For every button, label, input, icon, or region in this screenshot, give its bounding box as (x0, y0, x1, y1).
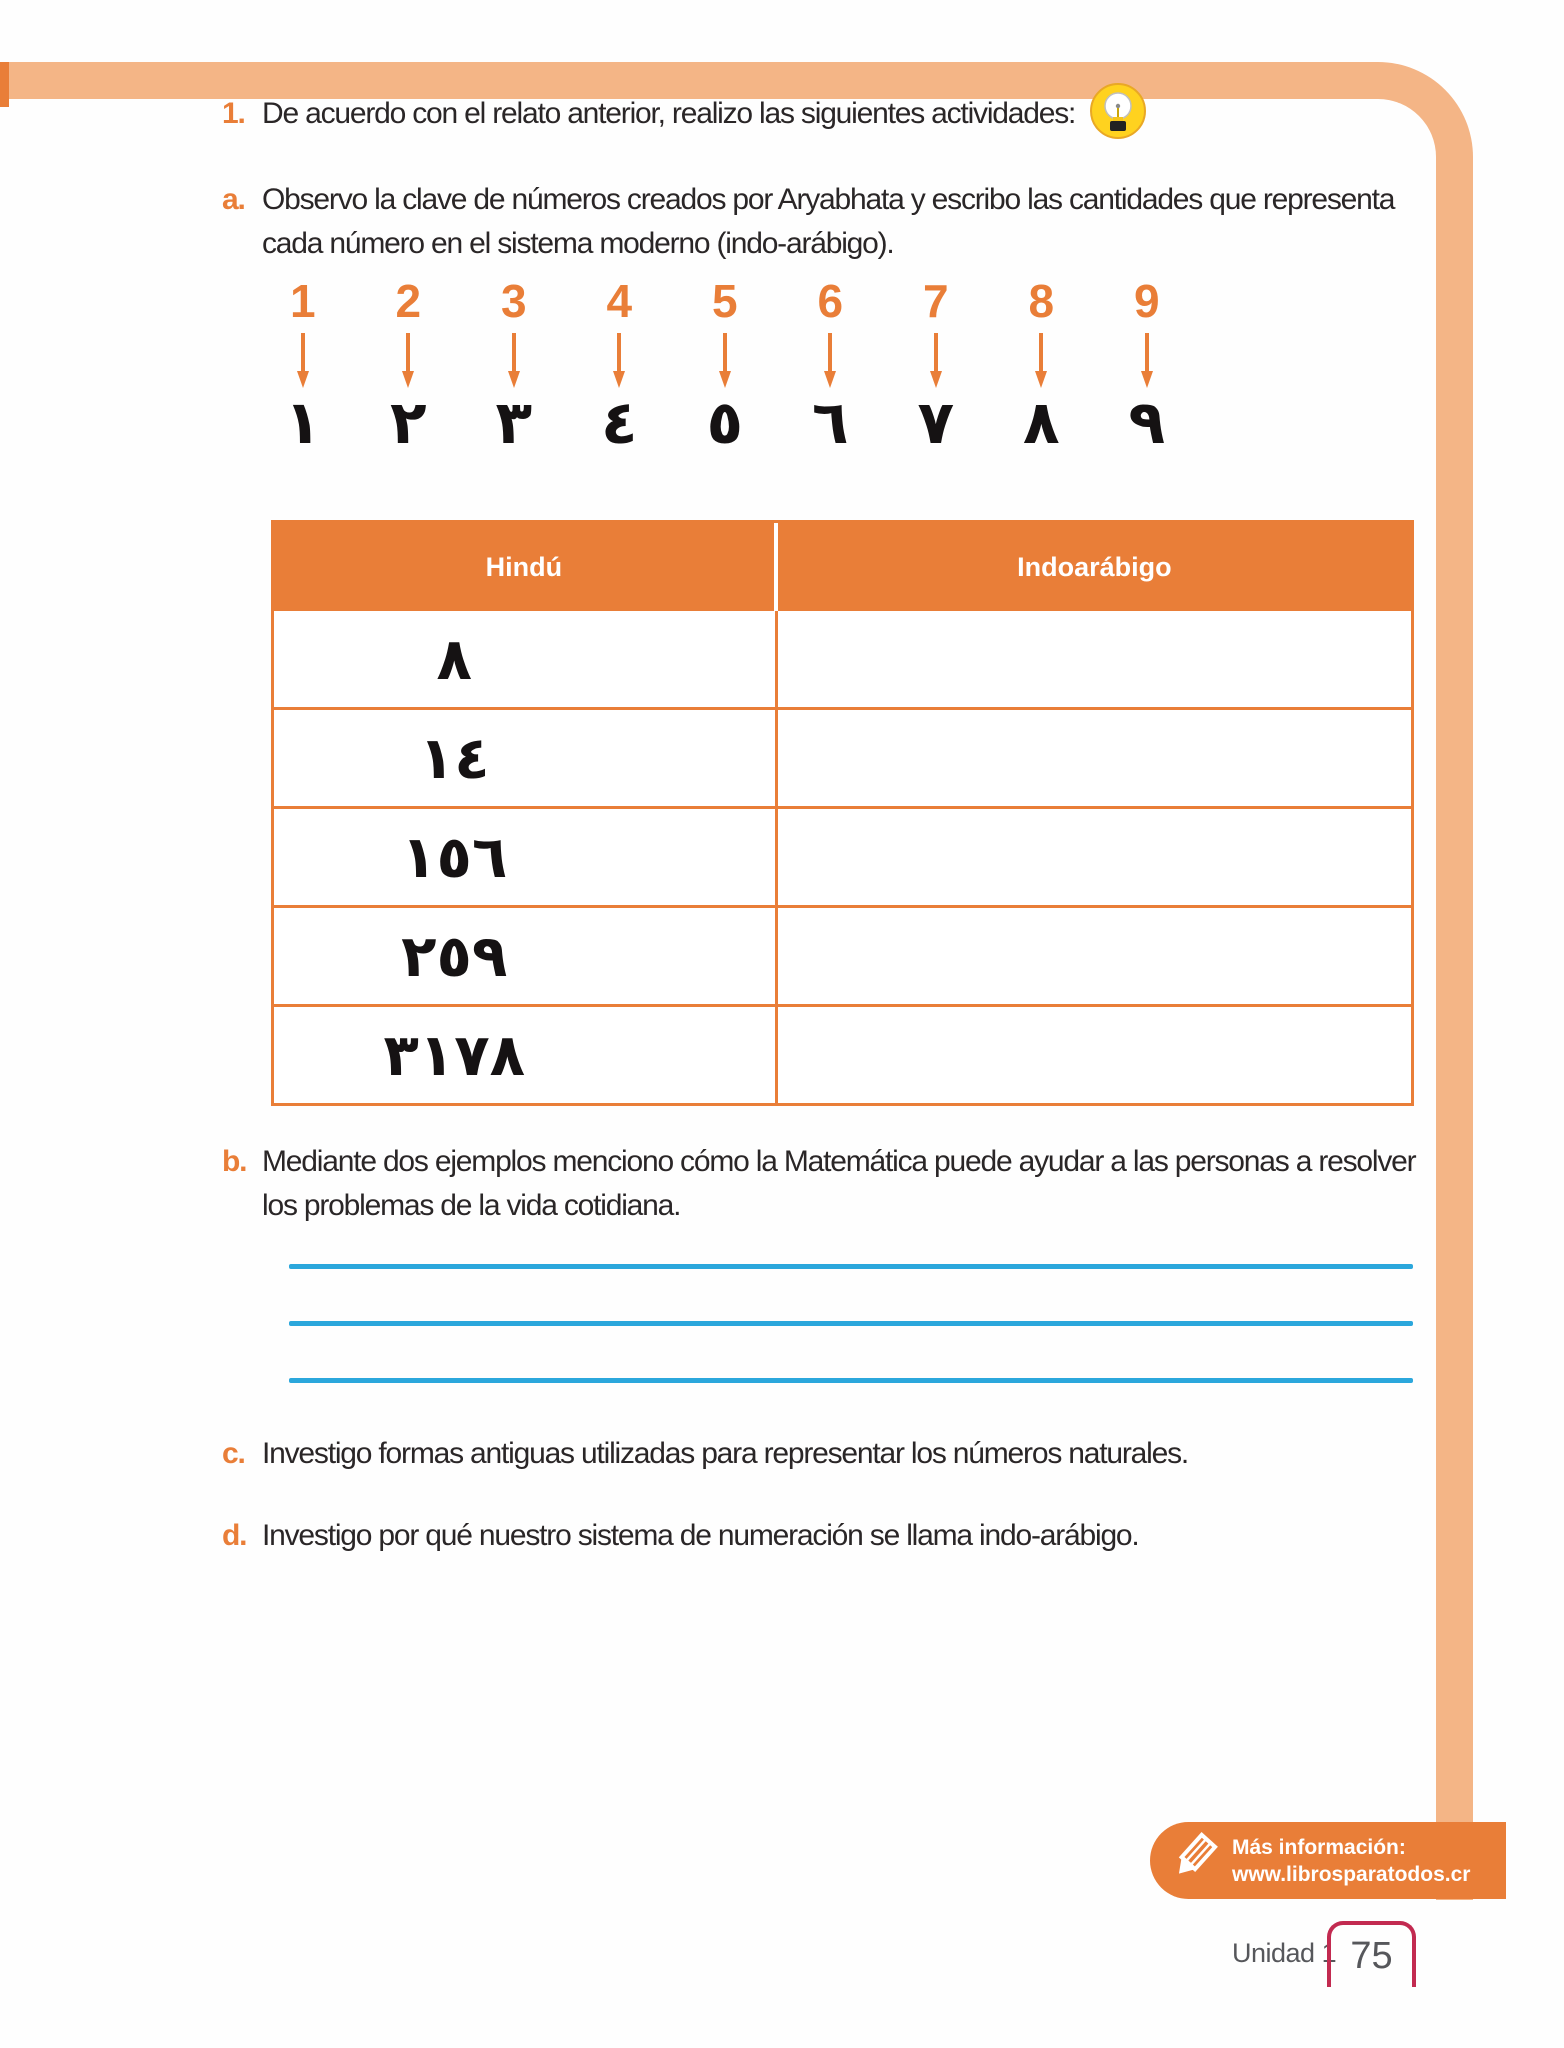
hindu-cell (274, 611, 778, 707)
activity-b-line2: los problemas de la vida cotidiana. (262, 1189, 681, 1222)
hindu-digit: ١ (284, 388, 322, 458)
hindu-cell (274, 1007, 778, 1103)
hindu-number: ١٥٦ (401, 823, 508, 891)
activity-a-line2: cada número en el sistema moderno (indo-arábigo). (262, 227, 894, 260)
modern-digit: 9 (1133, 275, 1160, 327)
activity-a-text (262, 178, 1394, 266)
activity-1-text: De acuerdo con el relato anterior, realizo las siguientes actividades: (262, 97, 1076, 130)
key-column (461, 275, 567, 458)
hindu-digit: ٤ (600, 388, 638, 458)
pencil-icon (1162, 1827, 1224, 1894)
lightbulb-icon (1089, 82, 1147, 153)
activity-d-text: Investigo por qué nuestro sistema de numeración se llama indo-arábigo. (262, 1519, 1139, 1552)
hindu-number: ٨ (436, 625, 472, 693)
activity-a-marker: a. (222, 183, 245, 216)
hindu-digit: ٧ (917, 388, 955, 458)
number-key (250, 275, 1200, 458)
left-edge-tab (0, 62, 9, 107)
hindu-number: ٢٥٩ (401, 922, 508, 990)
key-column (567, 275, 673, 458)
more-info-label: Más información: (1232, 1835, 1406, 1859)
unit-label: Unidad 1 (1232, 1938, 1337, 1968)
table-row (274, 1004, 1411, 1103)
down-arrow-icon (1139, 333, 1155, 389)
answer-cell (778, 809, 1411, 905)
col-header-hindu: Hindú (274, 523, 778, 611)
activity-c-marker: c. (222, 1437, 245, 1470)
more-info-badge (1150, 1822, 1506, 1899)
activity-1 (222, 92, 1147, 153)
answer-cell (778, 908, 1411, 1004)
answer-line (289, 1378, 1413, 1383)
modern-digit: 4 (606, 275, 633, 327)
activity-b-marker: b. (222, 1145, 247, 1178)
activity-a (222, 178, 1394, 266)
table-header (274, 523, 1411, 611)
key-column (250, 275, 356, 458)
activity-b-line1: Mediante dos ejemplos menciono cómo la Matemática puede ayudar a las personas a resolver (262, 1145, 1416, 1178)
hindu-digit: ٨ (1022, 388, 1060, 458)
down-arrow-icon (822, 333, 838, 389)
hindu-digit: ٣ (495, 388, 533, 458)
modern-digit: 6 (817, 275, 844, 327)
down-arrow-icon (717, 333, 733, 389)
key-column (883, 275, 989, 458)
answer-line (289, 1321, 1413, 1326)
key-column (1094, 275, 1200, 458)
key-column (989, 275, 1095, 458)
page-number-box (1327, 1921, 1416, 1987)
activity-a-line1: Observo la clave de números creados por Aryabhata y escribo las cantidades que representa (262, 183, 1395, 216)
hindu-digit: ٦ (811, 388, 849, 458)
key-column (356, 275, 462, 458)
hindu-cell (274, 908, 778, 1004)
activity-d-marker: d. (222, 1519, 247, 1552)
answer-cell (778, 710, 1411, 806)
activity-d (222, 1514, 1139, 1558)
modern-digit: 1 (289, 275, 316, 327)
hindu-digit: ٢ (389, 388, 427, 458)
activity-c (222, 1432, 1188, 1476)
hindu-digit: ٥ (706, 388, 744, 458)
down-arrow-icon (400, 333, 416, 389)
down-arrow-icon (295, 333, 311, 389)
modern-digit: 3 (500, 275, 527, 327)
answer-cell (778, 611, 1411, 707)
table-row (274, 707, 1411, 806)
more-info-url[interactable]: www.librosparatodos.cr (1232, 1862, 1471, 1886)
activity-1-marker: 1. (222, 97, 245, 130)
hindu-number: ١٤ (418, 724, 490, 792)
hindu-cell (274, 710, 778, 806)
key-column (672, 275, 778, 458)
activity-c-text: Investigo formas antiguas utilizadas para representar los números naturales. (262, 1437, 1189, 1470)
conversion-table (271, 520, 1414, 1106)
down-arrow-icon (1033, 333, 1049, 389)
hindu-digit: ٩ (1128, 388, 1166, 458)
hindu-cell (274, 809, 778, 905)
more-info-text (1232, 1834, 1470, 1888)
modern-digit: 2 (395, 275, 422, 327)
page-number: 75 (1350, 1934, 1393, 1977)
modern-digit: 8 (1028, 275, 1055, 327)
activity-b-text (262, 1140, 1415, 1228)
modern-digit: 5 (711, 275, 738, 327)
answer-cell (778, 1007, 1411, 1103)
key-column (778, 275, 884, 458)
answer-line (289, 1264, 1413, 1269)
down-arrow-icon (506, 333, 522, 389)
down-arrow-icon (928, 333, 944, 389)
hindu-number: ٣١٧٨ (383, 1021, 526, 1089)
col-header-indoarabigo: Indoarábigo (1017, 551, 1172, 582)
table-row (274, 806, 1411, 905)
table-row (274, 905, 1411, 1004)
modern-digit: 7 (922, 275, 949, 327)
activity-b (222, 1140, 1415, 1228)
down-arrow-icon (611, 333, 627, 389)
table-row (274, 611, 1411, 707)
